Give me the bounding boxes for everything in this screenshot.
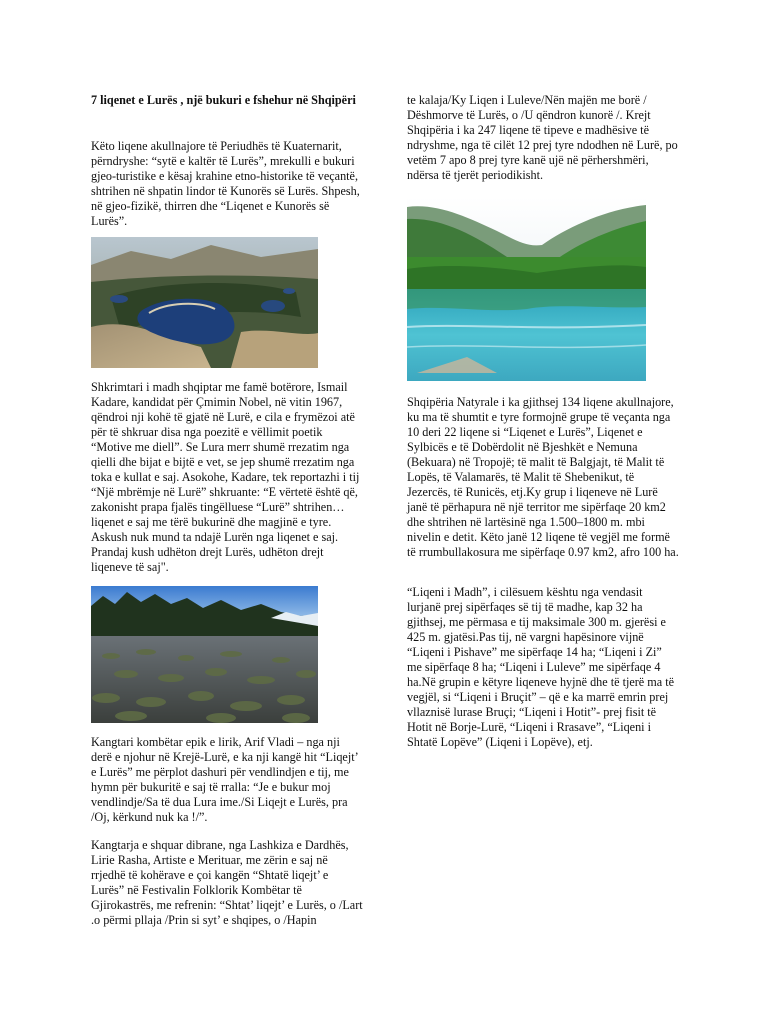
photo-lilies-lake [91,586,318,723]
paragraph-arif-vladi: Kangtari kombëtar epik e lirik, Arif Vladi – nga nji derë e njohur në Krejë-Lurë, e ka nji kangë hit “Liqejt’ e Lurës” me përplot dashuri për vendlindjen e tij, me hymn për bukuritë e saj të rralla: “Je e bukur moj vendlindje/Sa të dua Lura ime./Si Liqejt e Lurës, pra /Oj, kërkund nuk ka !/”. [91,735,358,824]
paragraph-liqeni-madh: “Liqeni i Madh”, i cilësuem kështu nga vendasit lurjanë prej sipërfaqes së tij të madhe, kap 32 ha gjithsej, me përmasa e tij maksimale 300 m. gjerësi e 425 m. gjatësi.Pas tij, në vargni hapësinore vijnë “Liqeni i Pishave” me sipërfaqe 14 ha; “Liqeni i Zi” me sipërfaqe 8 ha; “Liqeni i Luleve” me sipërfaqe 4 ha.Në grupin e këtyre liqeneve hyjnë dhe të tjerë ma të vegjël, si “Liqeni i Bruçit” – që e ka marrë emrin prej vllaznisë lurase Bruçi; “Liqeni i Hotit”- prej fisit të Hotit në Borje-Lurë, “Liqeni i Rrasave”, “Liqeni i Shtatë Lopëve” (Liqeni i Lopëve), etj. [407,585,674,749]
photo-mountain-lake-reflection [407,197,646,381]
photo-lake-aerial [91,237,318,368]
paragraph-kadare: Shkrimtari i madh shqiptar me famë botërore, Ismail Kadare, kandidat për Çmimin Nobel, në vitin 1967, qëndroi nji kohë të gjatë në Lurë, e cila e frymëzoi atë për të shkruar disa nga poezitë e vëllimit poetik “Motive me diell”. Se Lura merr shumë rrezatim nga qielli dhe bijat e bijtë e vet, se jep shumë rrezatim nga toka e kullat e saj. Asokohe, Kadare, tek reportazhi i tij “Një mbrëmje në Lurë” shkruante: “E vërtetë është që, zakonisht prapa fjalës tingëlluese “Lurë” shtrihen…liqenet e saj me tërë bukurinë dhe magjinë e tyre. Askush nuk mund ta ndajë Lurën nga liqenet e saj. Prandaj kush udhëton drejt Lurës, udhëton drejt liqeneve të saj". [91,380,360,574]
paragraph-lake-count: te kalaja/Ky Liqen i Luleve/Nën majën me borë / Dëshmorve të Lurës, o /U qëndron kunorë /. Krejt Shqipëria i ka 247 liqene të tipeve e madhësive të ndryshme, nga të cilët 12 prej tyre ndodhen në Lurë, po vetëm 7 apo 8 prej tyre kanë ujë në përhershmëri, ndërsa të tjerët periodikisht. [407,93,678,182]
paragraph-lakes-intro: Këto liqene akullnajore të Periudhës të Kuaternarit, përndryshe: “sytë e kaltër të Lurës”, mrekulli e bukuri gjeo-turistike e kësaj krahine etno-historike të veçantë, shtrihen në shpatin lindor të Kunorës së Lurës. Shpesh, në gjeo-fizikë, thirren dhe “Liqenet e Kunorës së Lurës”. [91,139,360,228]
paragraph-lirie-rasha: Kangtarja e shquar dibrane, nga Lashkiza e Dardhës, Lirie Rasha, Artiste e Merituar, me zërin e saj në rrjedhë të kohërave e çoi kangën “Shtatë liqejt’ e Lurës” në Festivalin Folklorik Kombëtar të Gjirokastrës, me refrenin: “Shtat’ liqejt’ e Lurës, o /Lart .o përmi pllaja /Prin si syt’ e shqipes, o /Hapin [91,838,363,927]
paragraph-glacial-lakes: Shqipëria Natyrale i ka gjithsej 134 liqene akullnajore, ku ma të shumtit e tyre formojnë grupe të veçanta nga 10 deri 22 liqene si “Liqenet e Lurës”, Liqenet e Sylbicës e të Dobërdolit në Bjeshkët e Nemuna (Bekuara) në Tropojë; të malit të Balgjajt, të Malit të Lopës, të Valamarës, të Malit të Shebenikut, të Jezercës, të Runicës, etj.Ky grup i liqeneve në Lurë janë të përhapura në një territor me sipërfaqe 20 km2 dhe shtrihen në lartësinë nga 1.500–1800 m. mbi nivelin e detit. Këto janë 12 liqene të vegjël me formë të rrumbullakosura me sipërfaqe 0.97 km2, afro 100 ha. [407,395,679,559]
article-title: 7 liqenet e Lurës , një bukuri e fshehur në Shqipëri [91,93,356,107]
